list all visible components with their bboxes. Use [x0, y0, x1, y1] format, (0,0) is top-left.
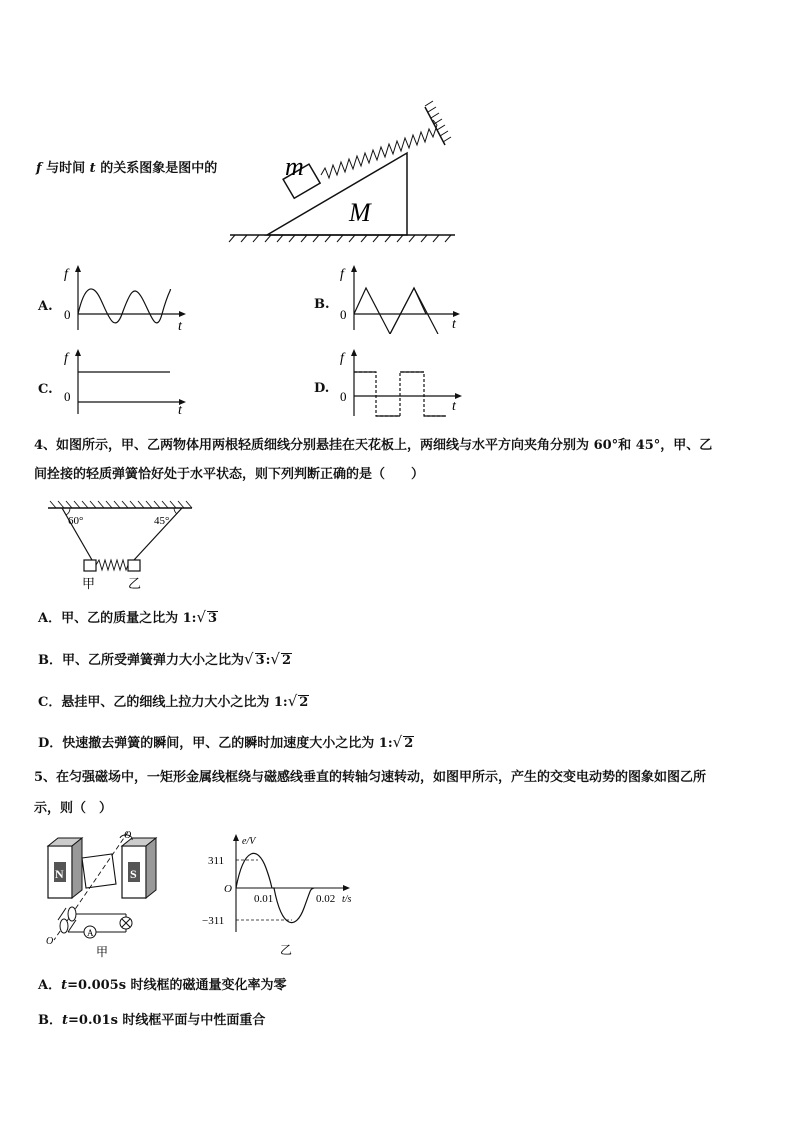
q5-option-b-prefix: B．: [38, 1013, 62, 1028]
q4-stem-line2: 间拴接的轻质弹簧恰好处于水平状态，则下列判断正确的是（ ）: [34, 467, 425, 482]
q3-option-c-label: C.: [38, 382, 53, 397]
q3-a-axis-y: f: [64, 267, 68, 282]
q4-option-d-text: D．快速撤去弹簧的瞬间，甲、乙的瞬时加速度大小之比为 1:: [38, 736, 393, 751]
q3-option-a-graph: [58, 262, 198, 334]
q5-option-b-var: t: [62, 1013, 69, 1028]
q4-option-b-radicand1: 3: [255, 653, 265, 668]
q5-figure-jia: [36, 828, 166, 958]
label-M: M: [349, 198, 371, 227]
q5-yi-xlabel: t/s: [342, 894, 352, 905]
q4-option-c[interactable]: C．悬挂甲、乙的细线上拉力大小之比为 1:√ 2: [38, 692, 309, 710]
block-jia: [84, 560, 96, 571]
q5-option-a-prefix: A．: [38, 978, 62, 993]
q4-option-a-text: A．甲、乙的质量之比为 1:: [38, 611, 197, 626]
q3-stem: [36, 160, 217, 178]
q4-label-jia: 甲: [82, 576, 96, 591]
q3-a-origin: 0: [64, 307, 71, 322]
q3-stem-f: f: [36, 161, 42, 176]
q3-option-b-graph: [334, 262, 474, 334]
q4-option-b[interactable]: B．甲、乙所受弹簧弹力大小之比为√ 3:√ 2: [38, 650, 292, 668]
q3-a-axis-x: t: [178, 319, 182, 334]
q5-yi-caption: 乙: [280, 943, 293, 957]
q5-yi-origin: O: [224, 883, 232, 895]
q4-option-b-radicand2: 2: [281, 653, 292, 668]
q5-jia-ammeter: A: [87, 928, 94, 938]
q3-d-origin: 0: [340, 389, 347, 404]
q4-option-d-radicand: 2: [404, 736, 414, 751]
q4-figure: [40, 500, 200, 596]
q5-jia-O-bottom: O: [46, 936, 54, 947]
q3-option-c-graph: [58, 346, 198, 418]
q3-d-axis-y: f: [340, 351, 344, 366]
q3-stem-end: 的关系图象是图中的: [95, 161, 218, 176]
q5-jia-N: N: [55, 867, 64, 881]
q4-option-c-radicand: 2: [299, 695, 309, 710]
q5-option-a-text: =0.005s 时线框的磁通量变化率为零: [67, 978, 287, 993]
q5-figure-yi: [196, 828, 366, 960]
q5-option-a[interactable]: [38, 977, 287, 995]
q3-c-axis-y: f: [64, 351, 68, 366]
q4-option-a[interactable]: A．甲、乙的质量之比为 1:√ 3: [38, 608, 218, 626]
q5-yi-x1: 0.01: [254, 893, 274, 905]
q5-option-b[interactable]: [38, 1012, 265, 1030]
q3-b-axis-x: t: [452, 317, 456, 332]
q3-stem-t: t: [89, 161, 96, 176]
q3-b-axis-y: f: [340, 267, 344, 282]
q5-stem-line2: 示，则（ ）: [34, 801, 113, 816]
q4-label-yi: 乙: [128, 576, 142, 591]
q4-angle-right: 45°: [154, 515, 170, 527]
q3-option-d-graph: [334, 346, 474, 422]
q4-option-b-sep: :: [265, 653, 271, 668]
q3-option-a-label: A.: [38, 299, 53, 314]
q3-stem-mid: 与时间: [41, 161, 90, 176]
q3-b-origin: 0: [340, 307, 347, 322]
q4-stem-line1: 4、如图所示，甲、乙两物体用两根轻质细线分别悬挂在天花板上，两细线与水平方向夹角分别为 60°和 45°，甲、乙: [34, 438, 713, 453]
q5-jia-S: S: [130, 867, 137, 881]
q5-jia-O-top: O: [124, 830, 132, 841]
q4-option-b-text: B．甲、乙所受弹簧弹力大小之比为: [38, 653, 244, 668]
label-m: m: [285, 152, 304, 181]
block-yi: [128, 560, 140, 571]
q4-option-d[interactable]: D．快速撤去弹簧的瞬间，甲、乙的瞬时加速度大小之比为 1:√ 2: [38, 733, 414, 751]
q4-option-c-text: C．悬挂甲、乙的细线上拉力大小之比为 1:: [38, 695, 288, 710]
q3-option-d-label: D.: [314, 381, 330, 396]
q5-yi-ymax: 311: [208, 855, 225, 867]
q4-angle-left: 60°: [68, 515, 84, 527]
incline-spring-figure: [225, 85, 465, 245]
q5-stem-line1: 5、在匀强磁场中，一矩形金属线框绕与磁感线垂直的转轴匀速转动，如图甲所示，产生的交变电动势的图象如图乙所: [34, 770, 707, 785]
q3-d-axis-x: t: [452, 399, 456, 414]
q3-option-b-label: B.: [314, 297, 330, 312]
q5-yi-ylabel: e/V: [242, 836, 256, 847]
q5-option-a-var: t: [61, 978, 68, 993]
q5-yi-x2: 0.02: [316, 893, 336, 905]
q3-c-origin: 0: [64, 389, 71, 404]
q5-jia-caption: 甲: [96, 945, 109, 958]
q5-option-b-text: =0.01s 时线框平面与中性面重合: [68, 1013, 266, 1028]
q5-yi-ymin: −311: [202, 915, 225, 927]
q4-option-a-radicand: 3: [208, 611, 218, 626]
q3-c-axis-x: t: [178, 403, 182, 418]
